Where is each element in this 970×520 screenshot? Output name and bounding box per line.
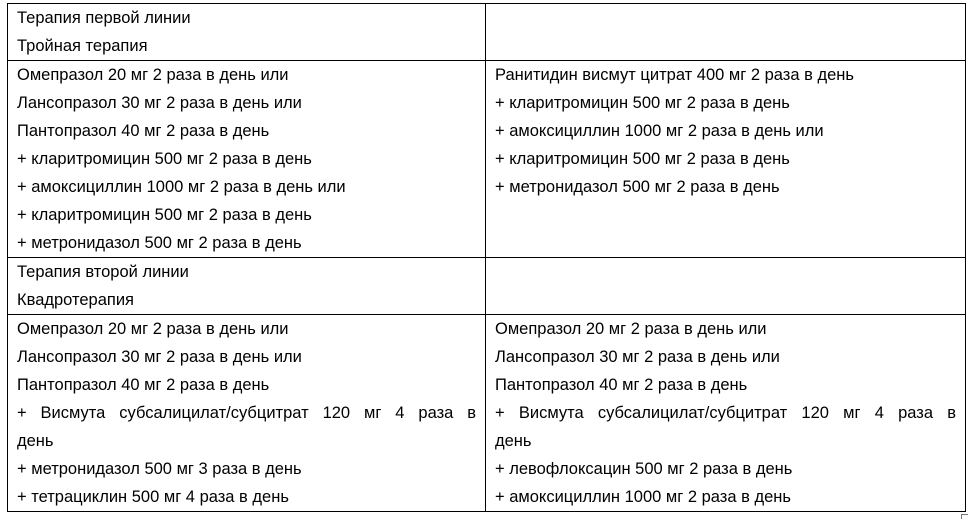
bismuth-regimen-line-tail: день xyxy=(495,432,532,450)
bismuth-regimen-line-tail: день xyxy=(17,432,54,450)
first-line-right-regimen-cell xyxy=(486,61,966,258)
regimen-line: + метронидазол 500 мг 2 раза в день xyxy=(495,178,780,196)
regimen-line: Пантопразол 40 мг 2 раза в день xyxy=(17,376,270,394)
second-line-right-regimen-cell xyxy=(486,315,966,512)
bismuth-regimen-line: + Висмута субсалицилат/субцитрат 120 мг 4 раза в xyxy=(17,404,476,422)
regimen-line: + амоксициллин 1000 мг 2 раза в день или xyxy=(17,178,346,196)
quadruple-therapy-subtitle: Квадротерапия xyxy=(17,291,134,309)
bismuth-regimen-line: + Висмута субсалицилат/субцитрат 120 мг 4 раза в xyxy=(495,404,956,422)
regimen-line: + амоксициллин 1000 мг 2 раза в день или xyxy=(495,122,824,140)
second-line-header-row xyxy=(8,258,966,315)
regimen-line: Омепразол 20 мг 2 раза в день или xyxy=(495,320,767,338)
regimen-line: + метронидазол 500 мг 2 раза в день xyxy=(17,234,302,252)
regimen-line: Лансопразол 30 мг 2 раза в день или xyxy=(17,348,302,366)
second-line-title: Терапия второй линии xyxy=(17,263,189,281)
second-line-header-left-cell xyxy=(8,258,486,315)
text-boundary-corner-mark xyxy=(961,514,968,519)
first-line-left-regimen-cell xyxy=(8,61,486,258)
regimen-line: + метронидазол 500 мг 3 раза в день xyxy=(17,460,302,478)
regimen-line: + кларитромицин 500 мг 2 раза в день xyxy=(495,150,790,168)
regimen-line: + тетрациклин 500 мг 4 раза в день xyxy=(17,488,289,506)
second-line-body-row xyxy=(8,315,966,512)
regimen-line: + кларитромицин 500 мг 2 раза в день xyxy=(495,94,790,112)
first-line-header-row xyxy=(8,4,966,61)
first-line-title: Терапия первой линии xyxy=(17,9,191,27)
regimen-line: + кларитромицин 500 мг 2 раза в день xyxy=(17,206,312,224)
therapy-table xyxy=(7,3,966,512)
regimen-line: Ранитидин висмут цитрат 400 мг 2 раза в день xyxy=(495,66,854,84)
regimen-line: Омепразол 20 мг 2 раза в день или xyxy=(17,320,289,338)
regimen-line: + левофлоксацин 500 мг 2 раза в день xyxy=(495,460,793,478)
regimen-line: Пантопразол 40 мг 2 раза в день xyxy=(495,376,748,394)
first-line-body-row xyxy=(8,61,966,258)
first-line-header-right-cell xyxy=(486,4,966,61)
regimen-line: Пантопразол 40 мг 2 раза в день xyxy=(17,122,270,140)
second-line-left-regimen-cell xyxy=(8,315,486,512)
regimen-line: Лансопразол 30 мг 2 раза в день или xyxy=(495,348,780,366)
second-line-header-right-cell xyxy=(486,258,966,315)
regimen-line: Омепразол 20 мг 2 раза в день или xyxy=(17,66,289,84)
regimen-line: + кларитромицин 500 мг 2 раза в день xyxy=(17,150,312,168)
first-line-header-left-cell xyxy=(8,4,486,61)
regimen-line: + амоксициллин 1000 мг 2 раза в день xyxy=(495,488,791,506)
triple-therapy-subtitle: Тройная терапия xyxy=(17,37,148,55)
regimen-line: Лансопразол 30 мг 2 раза в день или xyxy=(17,94,302,112)
